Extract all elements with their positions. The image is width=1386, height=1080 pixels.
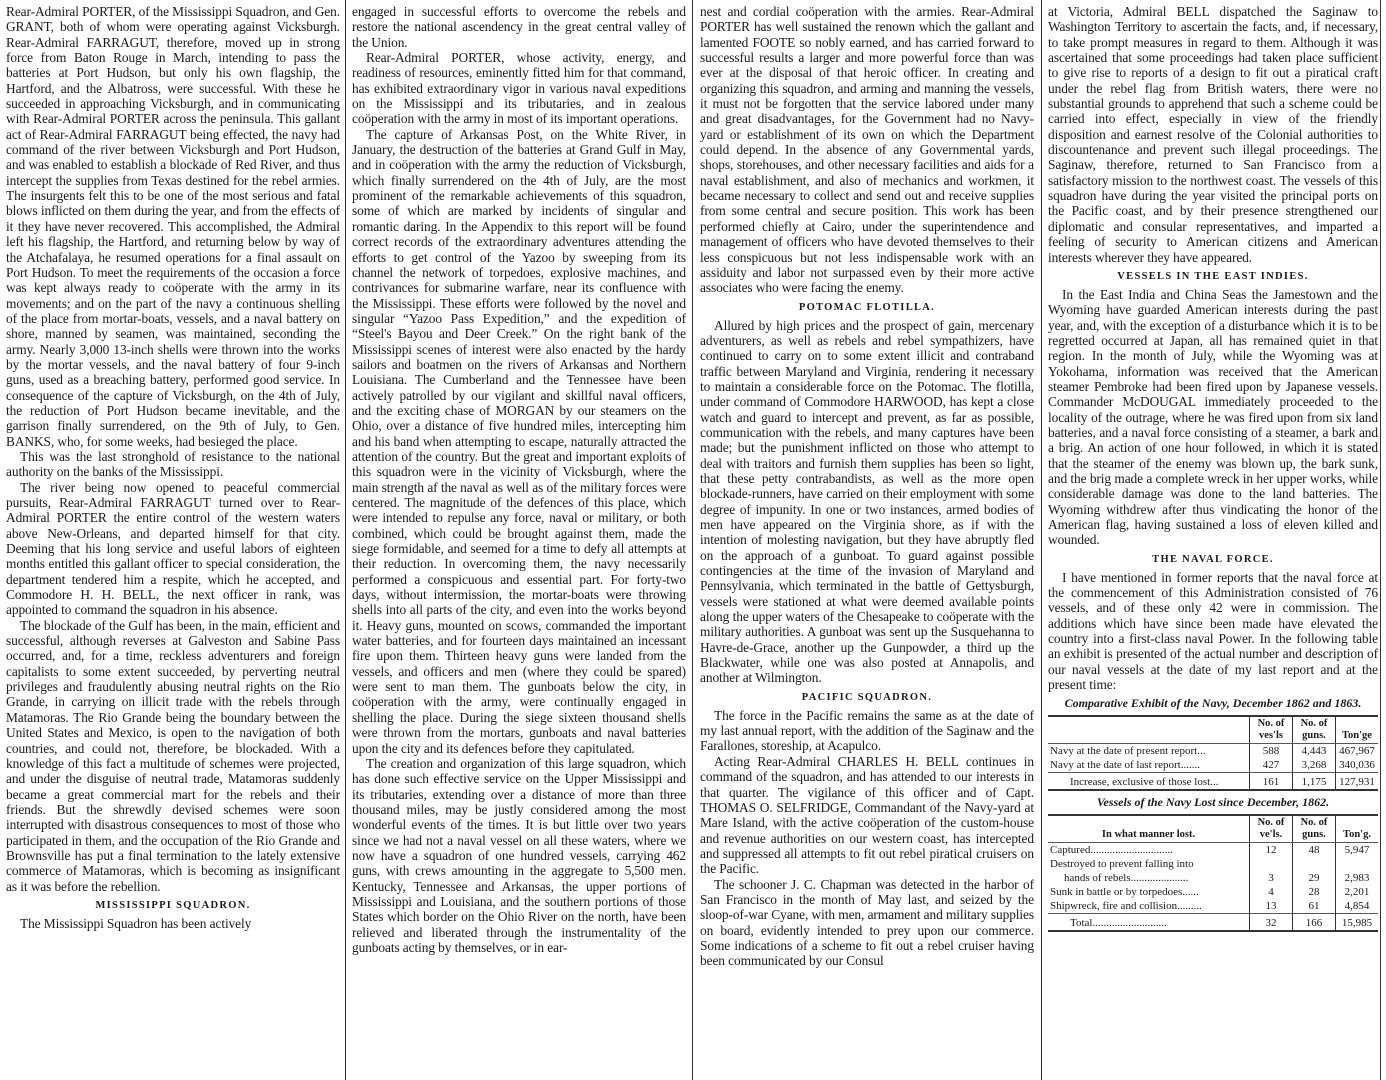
paragraph: The river being now opened to peaceful commercial pursuits, Rear-Admiral FARRAGUT turned over to Rear-Admiral PORTER the entire control of the western waters above New-Orleans, and departed himself for that city. Deeming that his long service and useful labors of eighteen months entitled this gallant officer to special consideration, the department tendered him a respite, which he accepted, and Commodore H. H. BELL, the next officer in rank, was appointed to command the squadron in his absence. — [6, 479, 340, 618]
table-cell: 1,175 — [1293, 773, 1336, 791]
table-cell: 4,443 — [1293, 744, 1336, 759]
column-rule — [345, 0, 346, 1080]
table-cell: Shipwreck, fire and collision......... — [1050, 900, 1202, 913]
table-cell: 340,036 — [1336, 758, 1379, 773]
table-cell: Navy at the date of last report....... — [1050, 759, 1200, 772]
column-rule — [692, 0, 693, 1080]
table-header: Ton'ge — [1336, 716, 1379, 744]
section-heading: MISSISSIPPI SQUADRON. — [95, 899, 251, 911]
section-heading: POTOMAC FLOTILLA. — [798, 301, 936, 313]
table-row — [1048, 744, 1378, 759]
table-cell: 5,947 — [1336, 843, 1379, 858]
table-row — [1048, 758, 1378, 773]
table-cell: 15,985 — [1336, 914, 1379, 932]
table-row — [1048, 899, 1378, 914]
table-cell: 3,268 — [1293, 758, 1336, 773]
column-rule — [1041, 0, 1042, 1080]
table-header: No. of ve'ls. — [1250, 815, 1293, 843]
table-header: No. of ves'ls — [1250, 716, 1293, 744]
table-header: Ton'g. — [1336, 815, 1379, 843]
table-cell: 48 — [1293, 843, 1336, 858]
table-cell: 427 — [1250, 758, 1293, 773]
table-cell: 4,854 — [1336, 899, 1379, 914]
section-heading: PACIFIC SQUADRON. — [801, 691, 933, 703]
paragraph: I have mentioned in former reports that the naval force at the commencement of this Administration consisted of 76 vessels, and of these only 42 were in commission. The additions which have since been made have elevated the country into a first-class naval Power. In the following table an exhibit is presented of the actual number and description of our naval vessels at the date of my last report and at the present time: — [1048, 569, 1378, 693]
column-3 — [700, 4, 1034, 1080]
table-cell: 467,967 — [1336, 744, 1379, 759]
paragraph: at Victoria, Admiral BELL dispatched the Saginaw to Washington Territory to ascertain the facts, and, if necessary, to take prompt measures in regard to them. Although it was ascertained that some proceedings had taken place sufficient to give rise to reports of a design to fit out a piratical craft under the rebel flag from British waters, there were no substantial grounds to apprehend that such a scheme could be carried into effect, especially in view of the friendly disposition and earnest resolve of the Colonial authorities to discountenance and prevent such illegal proceedings. The Saginaw, therefore, returned to San Francisco from a satisfactory mission to the northwest coast. The vessels of this squadron have during the year visited the principal ports on the Pacific coast, and by their presence strengthened our diplomatic and consular representatives, and imparted a feeling of security to American citizens and American interests wherever they have appeared. — [1048, 4, 1378, 265]
table-header-row — [1048, 716, 1378, 744]
section-heading: THE NAVAL FORCE. — [1152, 553, 1274, 565]
column-2 — [352, 4, 686, 1080]
paragraph: engaged in successful efforts to overcome the rebels and restore the national ascendency in the great central valley of the Union. — [352, 4, 686, 50]
table-cell: Destroyed to prevent falling into — [1050, 858, 1194, 871]
table-total-row — [1048, 773, 1378, 791]
table-cell: 127,931 — [1336, 773, 1379, 791]
table-cell: Sunk in battle or by torpedoes...... — [1050, 886, 1199, 899]
column-1 — [6, 4, 340, 1080]
table-cell: 3 — [1250, 871, 1293, 885]
paragraph: The Mississippi Squadron has been actively — [20, 915, 252, 931]
paragraph: The blockade of the Gulf has been, in the main, efficient and successful, although reverses at Galveston and Sabine Pass occurred, and, for a time, reckless adventurers and foreign capitalists to some extent succeeded, by perverting neutral privileges and fraudulently abusing neutral rights on the Rio Grande, in carrying on illicit trade with the rebels through Matamoras. The Rio Grande being the boundary between the United States and Mexico, is open to the navigation of both countries, and could not, therefore, be blockaded. With a knowledge of this fact a multitude of schemes were projected, and under the disguise of neutral trade, Matamoras suddenly became a great commercial mart for the rebels and their friends. But the shrewdly devised schemes were soon interrupted with disastrous consequences to most of those who participated in them, and the occupation of the Rio Grande and Brownsville has put a final termination to the lately extensive commerce of Matamoras, which is becoming as insignificant as it was before the rebellion. — [6, 617, 340, 894]
paragraph: In the East India and China Seas the Jamestown and the Wyoming have guarded American interests during the past year, and, with the exception of a disturbance which it is to be regretted occurred at Japan, all has remained quiet in that region. In the month of July, while the Wyoming was at Yokohama, information was received that the American steamer Pembroke had been fired upon by Japanese vessels. Commander McDOUGAL immediately proceeded to the locality of the outrage, where he was fired upon from six land batteries, and a naval force consisting of a steamer, a bark and a brig. An action of one hour followed, in which it is stated that the steamer of the enemy was blown up, the bark sunk, and the brig made a complete wreck in her upper works, while considerable damage was done to the land batteries. The Wyoming withdrew after thus vindicating the honor of the American flag, having sustained a loss of eleven killed and wounded. — [1048, 286, 1378, 548]
paragraph: This was the last stronghold of resistance to the national authority on the banks of the Mississippi. — [6, 448, 340, 480]
table-cell: 29 — [1293, 871, 1336, 885]
table-cell: 588 — [1250, 744, 1293, 759]
table-total-row — [1048, 914, 1378, 932]
paragraph: Rear-Admiral PORTER, of the Mississippi Squadron, and Gen. GRANT, both of whom were operating against Vicksburgh. Rear-Admiral FARRAGUT, therefore, moved up in strong force from Baton Rouge in March, intending to pass the batteries at Port Hudson, but only his own flagship, the Hartford, and the Albatross, were successful. With these he succeeded in approaching Vicksburgh, and in communicating with Rear-Admiral PORTER across the peninsula. This gallant act of Rear-Admiral FARRAGUT being effected, the navy had command of the river between Vicksburgh and Port Hudson, and was enabled to establish a blockade of Red River, and thus intercept the supplies from Texas destined for the rebel armies. The insurgents felt this to be one of the most serious and fatal blows inflicted on them during the year, and from the effects of it they have never recovered. This accomplished, the Admiral left his flagship, the Hartford, and returning below by way of the Atchafalaya, he resumed operations for a final assault on Port Hudson. To meet the requirements of the occasion a force was kept always ready to coöperate with the army in its movements; and on the part of the navy a continuous shelling of the place from mortar-boats, vessels, and a naval battery on shore, manned by seamen, was maintained, seconding the army. Nearly 3,000 13-inch shells were thrown into the works by the mortar vessels, and the naval battery of four 9-inch guns, used as a breaching battery, performed good service. In consequence of the capture of Vicksburgh, on the 4th of July, the reduction of Port Hudson became inevitable, and the garrison finally surrendered, on the 9th of July, to Gen. BANKS, who, for some weeks, had besieged the place. — [6, 4, 340, 449]
paragraph: nest and cordial coöperation with the armies. Rear-Admiral PORTER has well sustained the renown which the gallant and lamented FOOTE so nobly earned, and has carried forward to successful results a larger and more powerful force than was ever at the disposal of that heroic officer. In creating and organizing this squadron, and arming and manning the vessels, it must not be forgotten that the service labored under many and great disadvantages, for the Government had no Navy-yard or establishment of its own on which the Department could depend. In the absence of any Governmental yards, shops, storehouses, and other necessary facilities and aids for a naval establishment, and also of mechanics and workmen, it became necessary to collect and send out and receive supplies from some central and secure position. This work has been performed chiefly at Cairo, under the superintendence and management of officers who have devoted themselves to their less conspicuous but not less indispensable work with an assiduity and labor not surpassed even by their more active associates who were facing the enemy. — [700, 4, 1034, 296]
paragraph: The force in the Pacific remains the same as at the date of my last annual report, with the addition of the Saginaw and the Farallones, storeship, at Acapulco. — [700, 707, 1034, 754]
paragraph: The schooner J. C. Chapman was detected in the harbor of San Francisco in the month of May last, and seized by the sloop-of-war Cyane, with men, armament and military supplies on board, evidently intended to prey upon our commerce. Some indications of a scheme to fit out a rebel cruiser having been communicated by our Consul — [700, 876, 1034, 969]
table-row — [1048, 885, 1378, 899]
table-cell: 61 — [1293, 899, 1336, 914]
table-row — [1048, 843, 1378, 858]
table-cell: Increase, exclusive of those lost... — [1048, 773, 1250, 791]
table-cell: Total........................... — [1048, 914, 1250, 932]
column-rule — [1380, 0, 1381, 1080]
paragraph: Allured by high prices and the prospect of gain, mercenary adventurers, as well as rebels and rebel sympathizers, have continued to carry on to some extent illicit and contraband traffic between Maryland and Virginia, rendering it necessary to maintain a considerable force on the Potomac. The flotilla, under command of Commodore HARWOOD, has kept a close watch and guard to intercept and prevent, as far as possible, communication with the rebels, and many captures have been made; but the punishment inflicted on those who attempt to deal with traitors and furnish them supplies has been so light, that these petty contrabandists, as well as the more open blockade-runners, have carried on their employment with some degree of impunity. In one or two instances, armed bodies of men have appeared on the Virginia shore, as if with the intention of molesting navigation, but they have abruptly fled on the approach of a gunboat. To guard against possible contingencies at the time of the invasion of Maryland and Pennsylvania, which terminated in the battle of Gettysburgh, vessels were stationed at what were deemed available points along the upper waters of the Chesapeake to coöperate with the military authorities. A gunboat was sent up the Susquehanna to Havre-de-Grace, another up the Gunpowder, a third up the Blackwater, while one was also posted at Annapolis, and another at Wilmington. — [700, 317, 1034, 686]
column-4 — [1048, 4, 1378, 1080]
table-cell — [1336, 857, 1379, 871]
table-cell: Captured.............................. — [1050, 844, 1173, 857]
table-header-row — [1048, 815, 1378, 843]
table-cell: 32 — [1250, 914, 1293, 932]
table-cell: 2,201 — [1336, 885, 1379, 899]
table-cell — [1250, 857, 1293, 871]
vessels-lost-table — [1048, 814, 1378, 932]
paragraph: The creation and organization of this large squadron, which has done such effective service on the Upper Mississippi and its tributaries, extending over a distance of more than three thousand miles, may be justly considered among the most wonderful events of the times. It is but little over two years since we had not a naval vessel on all these waters, where we now have a squadron of one hundred vessels, carrying 462 guns, with crews amounting in the aggregate to 5,500 men. Kentucky, Tennessee and Arkansas, the upper portions of Mississippi and Louisiana, and the southern portions of those States which border on the Ohio River on the north, have been relieved and liberated through the instrumentality of the gunboats acting by themselves, or in ear- — [352, 755, 686, 955]
table-cell: Navy at the date of present report... — [1050, 745, 1206, 758]
table-cell: 2,983 — [1336, 871, 1379, 885]
table-cell: 166 — [1293, 914, 1336, 932]
table-cell — [1293, 857, 1336, 871]
table-cell: 13 — [1250, 899, 1293, 914]
table-header — [1048, 716, 1250, 744]
paragraph: The capture of Arkansas Post, on the White River, in January, the destruction of the batteries at Grand Gulf in May, and in coöperation with the army the reduction of Vicksburgh, which finally surrendered on the 4th of July, are the most prominent of the remarkable achievements of this squadron, some of which are marked by incidents of singular and romantic daring. In the Appendix to this report will be found correct records of the extraordinary adventures attending the efforts to get control of the Yazoo by sweeping from its channel the network of torpedoes, explosive machines, and contrivances for submarine warfare, near its confluence with the Mississippi. These efforts were followed by the novel and singular “Yazoo Pass Expedition,” and the expedition of “Steel's Bayou and Deer Creek.” On the right bank of the Mississippi scenes of interest were also enacted by the hardy sailors and boatmen on the rivers of Arkansas and Northern Louisiana. The Cumberland and the Tennessee have been actively patrolled by our vigilant and skillful naval officers, and the exciting chase of MORGAN by our steamers on the Ohio, over a distance of five hundred miles, intercepting him and his band when attempting to escape, naturally attracted the attention of the country. But the great and important exploits of this squadron were in the vicinity of Vicksburgh, where the main strength af the naval as well as of the military forces were centered. The magnitude of the defences of this place, which were intended to repulse any force, naval or military, or both combined, which could be brought against them, made the siege formidable, and seemed for a time to defy all attempts at their reduction. In overcoming them, the navy necessarily performed a conspicuous and essential part. For forty-two days, without intermission, the mortar-boats were throwing shells into all parts of the city, and even into the works beyond it. Heavy guns, mounted on scows, commanded the important water batteries, and for fourteen days maintained an incessant fire upon them. Thirteen heavy guns were landed from the vessels, and officers and men (where they could be spared) were sent to man them. The gunboats below the city, in coöperation with the army, were continually engaged in shelling the place. During the siege sixteen thousand shells were thrown from the mortars, gunboats and naval batteries upon the city and its defences before they capitulated. — [352, 126, 686, 756]
table-cell: 4 — [1250, 885, 1293, 899]
table-cell: 12 — [1250, 843, 1293, 858]
paragraph: Acting Rear-Admiral CHARLES H. BELL continues in command of the squadron, and has attended to our interests in that quarter. The vigilance of this officer and of Capt. THOMAS O. SELFRIDGE, Commandant of the Navy-yard at Mare Island, with the active coöperation of the custom-house and revenue authorities on our western coast, has intercepted and suppressed all attempts to fit out rebel piratical cruisers on the Pacific. — [700, 753, 1034, 877]
table-header: No. of guns. — [1293, 815, 1336, 843]
table-header: No. of guns. — [1293, 716, 1336, 744]
section-heading: VESSELS IN THE EAST INDIES. — [1117, 270, 1309, 282]
table-title: Comparative Exhibit of the Navy, December 1862 and 1863. — [1064, 696, 1362, 711]
table-row — [1048, 857, 1378, 871]
table-title: Vessels of the Navy Lost since December, 1862. — [1096, 795, 1330, 810]
table-row — [1048, 871, 1378, 885]
paragraph: Rear-Admiral PORTER, whose activity, energy, and readiness of resources, eminently fitted him for that command, has exhibited extraordinary vigor in various naval expeditions on the Mississippi and its tributaries, and in zealous coöperation with the army in most of its important operations. — [352, 50, 686, 127]
table-header: In what manner lost. — [1048, 815, 1250, 843]
comparative-exhibit-table — [1048, 715, 1378, 791]
table-cell: 28 — [1293, 885, 1336, 899]
table-cell: hands of rebels..................... — [1064, 872, 1189, 885]
table-cell: 161 — [1250, 773, 1293, 791]
